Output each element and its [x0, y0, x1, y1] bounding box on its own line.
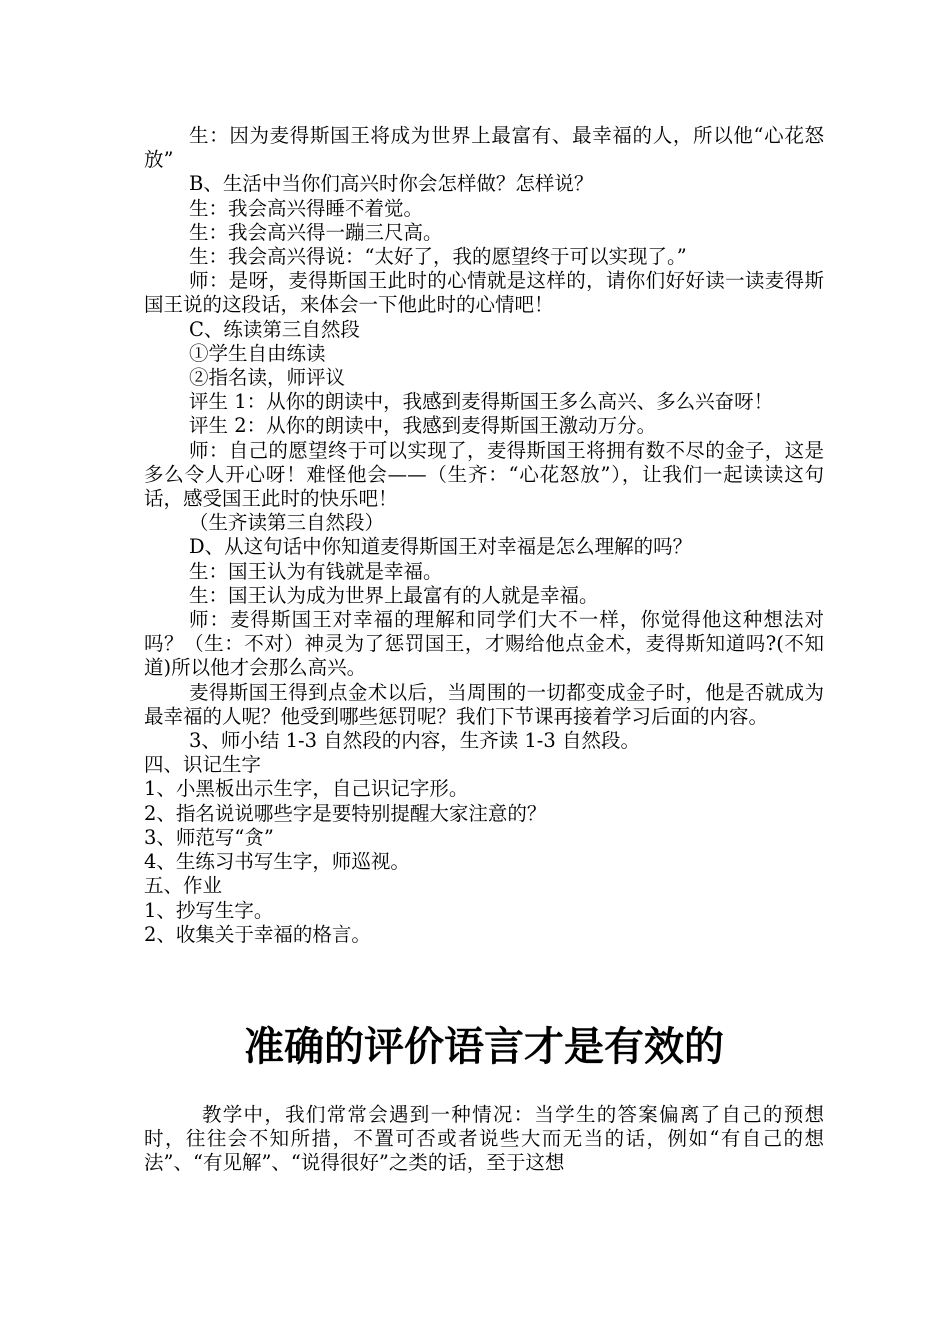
- text-line: 师：是呀，麦得斯国王此时的心情就是这样的，请你们好好读一读麦得斯国王说的这段话，来体会一下他此时的心情吧！: [144, 269, 824, 317]
- text-line: 1、小黑板出示生字，自己识记字形。: [144, 777, 469, 801]
- text-line: 2、收集关于幸福的格言。: [144, 922, 371, 946]
- article-intro-paragraph: 教学中，我们常常会遇到一种情况：当学生的答案偏离了自己的预想时，往往会不知所措，不置可否或者说些大而无当的话，例如“有自己的想法”、“有见解”、“说得很好”之类的话，至于这想: [144, 1102, 824, 1175]
- text-line: ①学生自由练读: [189, 341, 326, 365]
- text-line: 五、作业: [144, 874, 223, 898]
- text-line: 生：国王认为成为世界上最富有的人就是幸福。: [189, 583, 599, 607]
- text-line: 2、指名说说哪些字是要特别提醒大家注意的？: [144, 801, 547, 825]
- text-line: 生：我会高兴得一蹦三尺高。: [189, 220, 443, 244]
- text-line: 评生 1：从你的朗读中，我感到麦得斯国王多么高兴、多么兴奋呀！: [189, 390, 774, 414]
- lesson-plan-body: [144, 124, 824, 947]
- text-line: 3、师范写“贪”: [144, 825, 274, 849]
- text-line: 评生 2：从你的朗读中，我感到麦得斯国王激动万分。: [189, 414, 657, 438]
- text-line: 1、抄写生字。: [144, 898, 274, 922]
- text-line: 麦得斯国王得到点金术以后，当周围的一切都变成金子时，他是否就成为最幸福的人呢？他受到哪些惩罚呢？我们下节课再接着学习后面的内容。: [144, 680, 824, 728]
- text-line: 生：我会高兴得说：“太好了，我的愿望终于可以实现了。”: [189, 245, 687, 269]
- text-line: 4、生练习书写生字，师巡视。: [144, 850, 410, 874]
- text-line: 生：国王认为有钱就是幸福。: [189, 559, 443, 583]
- text-line: D、从这句话中你知道麦得斯国王对幸福是怎么理解的吗？: [189, 535, 693, 559]
- text-line: 师：自己的愿望终于可以实现了，麦得斯国王将拥有数不尽的金子，这是多么令人开心呀！难怪他会——（生齐：“心花怒放”），让我们一起读读这句话，感受国王此时的快乐吧！: [144, 438, 824, 511]
- text-line: 四、识记生字: [144, 753, 262, 777]
- text-line: 生：我会高兴得睡不着觉。: [189, 196, 424, 220]
- text-line: 3、师小结 1-3 自然段的内容，生齐读 1-3 自然段。: [189, 729, 641, 753]
- text-line: （生齐读第三自然段）: [189, 511, 385, 535]
- text-line: C、练读第三自然段: [189, 317, 360, 341]
- text-line: ②指名读，师评议: [189, 366, 346, 390]
- article-title: 准确的评价语言才是有效的: [244, 1023, 724, 1070]
- document-page: [144, 124, 824, 1176]
- text-line: 生：因为麦得斯国王将成为世界上最富有、最幸福的人，所以他“心花怒放”: [144, 124, 824, 172]
- text-line: 师：麦得斯国王对幸福的理解和同学们大不一样，你觉得他这种想法对吗？（生：不对）神灵为了惩罚国王，才赐给他点金术，麦得斯知道吗?(不知道)所以他才会那么高兴。: [144, 608, 824, 680]
- text-line: B、生活中当你们高兴时你会怎样做？怎样说？: [189, 172, 594, 196]
